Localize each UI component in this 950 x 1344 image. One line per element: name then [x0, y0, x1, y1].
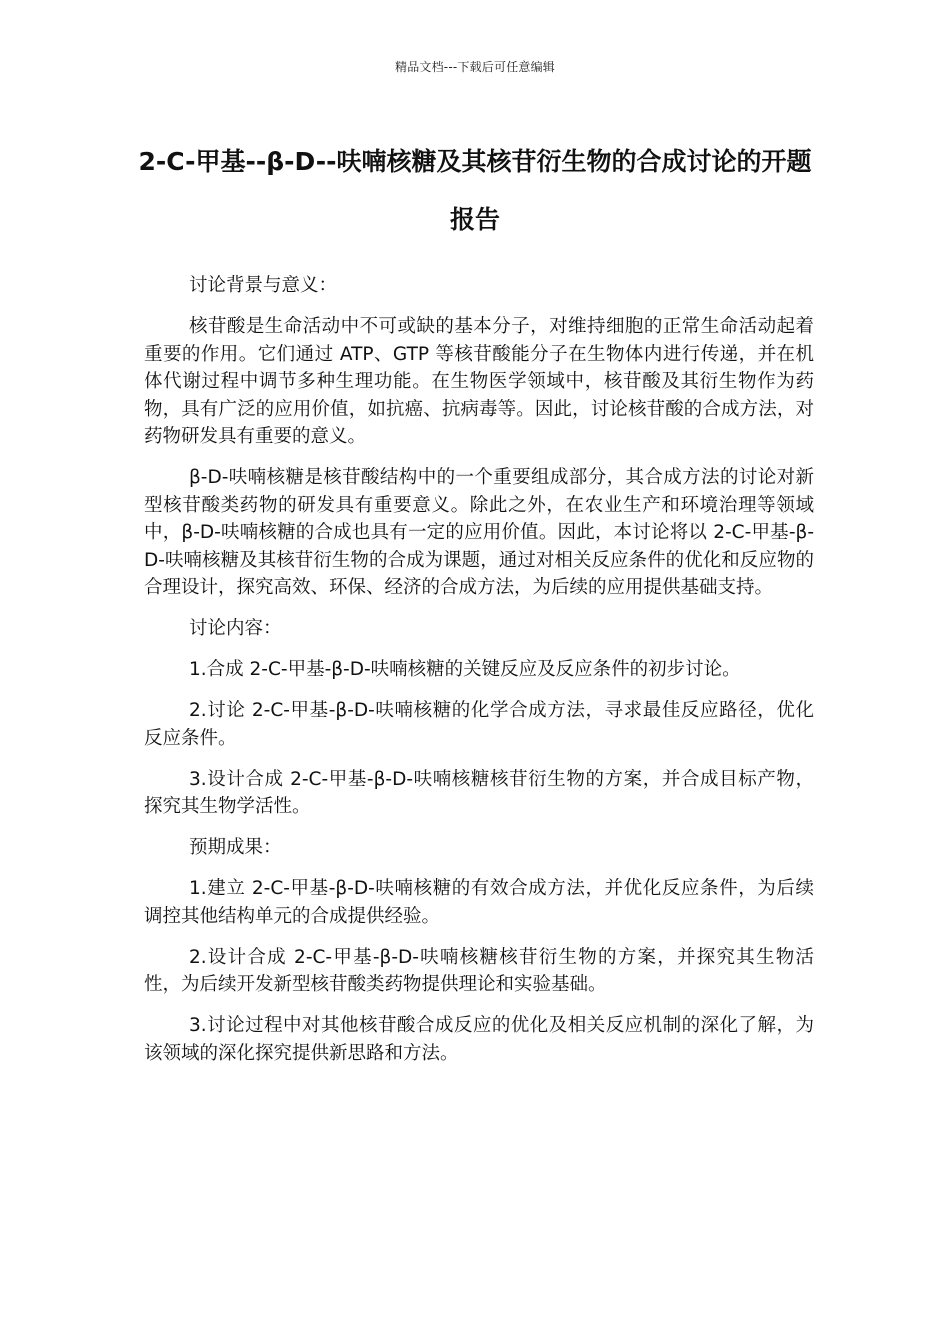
content-item-2: 2.讨论 2-C-甲基-β-D-呋喃核糖的化学合成方法，寻求最佳反应路径，优化反应条件。: [144, 700, 814, 749]
content-item-3: 3.设计合成 2-C-甲基-β-D-呋喃核糖核苷衍生物的方案，并合成目标产物，探究其生物学活性。: [144, 768, 814, 817]
section-heading-background: 讨论背景与意义：: [189, 275, 338, 296]
content-item-1: 1.合成 2-C-甲基-β-D-呋喃核糖的关键反应及反应条件的初步讨论。: [189, 659, 741, 680]
paragraph-ribose-intro: β-D-呋喃核糖是核苷酸结构中的一个重要组成部分，其合成方法的讨论对新型核苷酸类药物的研发具有重要意义。除此之外，在农业生产和环境治理等领域中，β-D-呋喃核糖的合成也具有一定的应用价值。因此，本讨论将以 2-C-甲基-β-D-呋喃核糖及其核苷衍生物的合成为课题，通过对相关反应条件的优化和反应物的合理设计，探究高效、环保、经济的合成方法，为后续的应用提供基础支持。: [144, 467, 814, 598]
result-item-1: 1.建立 2-C-甲基-β-D-呋喃核糖的有效合成方法，并优化反应条件，为后续调控其他结构单元的合成提供经验。: [144, 878, 814, 927]
page-header: 精品文档---下载后可任意编辑: [395, 60, 555, 74]
document-body: [144, 272, 814, 1081]
result-item-2: 2.设计合成 2-C-甲基-β-D-呋喃核糖核苷衍生物的方案，并探究其生物活性，为后续开发新型核苷酸类药物提供理论和实验基础。: [144, 946, 814, 995]
paragraph-nucleotide-intro: 核苷酸是生命活动中不可或缺的基本分子，对维持细胞的正常生命活动起着重要的作用。它们通过 ATP、GTP 等核苷酸能分子在生物体内进行传递，并在机体代谢过程中调节多种生理功能。在生物医学领域中，核苷酸及其衍生物作为药物，具有广泛的应用价值，如抗癌、抗病毒等。因此，讨论核苷酸的合成方法，对药物研发具有重要的意义。: [144, 316, 814, 447]
section-heading-results: 预期成果：: [189, 837, 282, 858]
document-title: 2-C-甲基--β-D--呋喃核糖及其核苷衍生物的合成讨论的开题报告: [138, 147, 812, 234]
section-heading-content: 讨论内容：: [189, 618, 282, 639]
result-item-3: 3.讨论过程中对其他核苷酸合成反应的优化及相关反应机制的深化了解，为该领域的深化探究提供新思路和方法。: [144, 1015, 814, 1064]
